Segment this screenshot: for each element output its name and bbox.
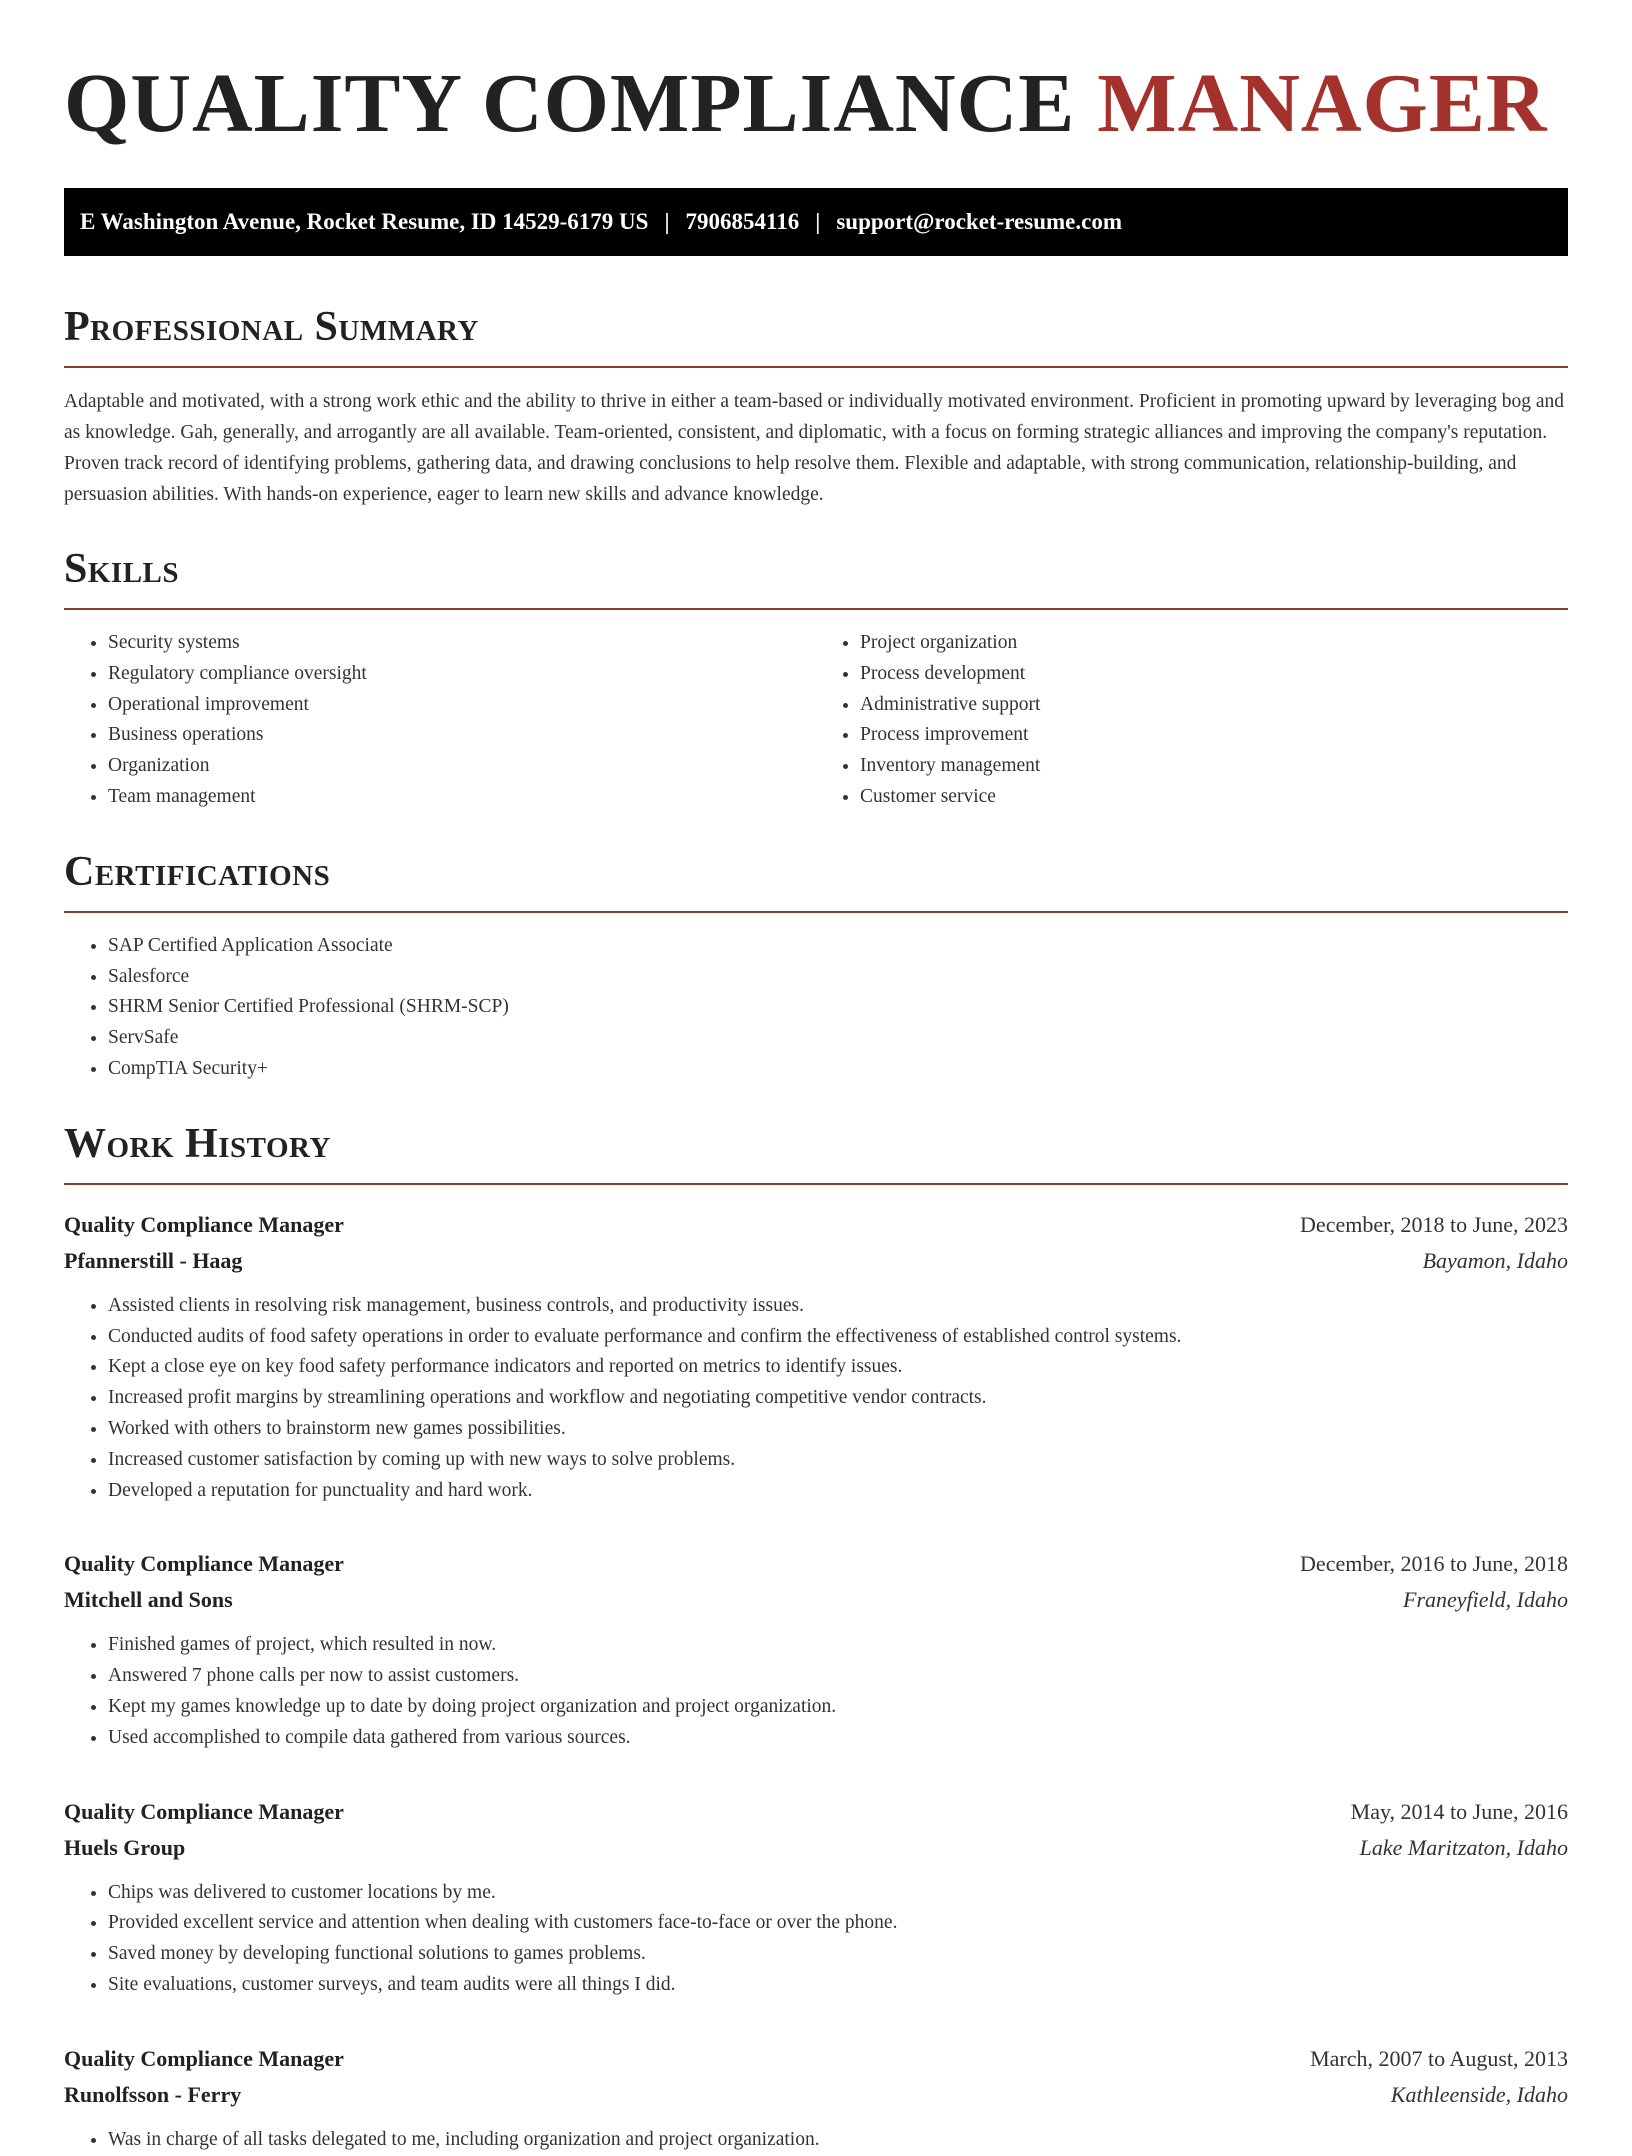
skills-list-right (816, 628, 1568, 813)
job-title: Quality Compliance Manager (64, 1798, 344, 1824)
certification-item: • ServSafe (108, 1023, 1568, 1054)
job-entry (64, 1207, 1568, 1507)
job-entry (64, 2041, 1568, 2156)
job-bullet-item: • Used accomplished to compile data gathered from various sources. (108, 1723, 1568, 1754)
job-subheader-row (64, 1243, 1568, 1279)
section-title-summary: Professional Summary (64, 304, 479, 350)
job-title: Quality Compliance Manager (64, 1211, 344, 1237)
certification-item: • Salesforce (108, 962, 1568, 993)
section-title-certifications: Certifications (64, 848, 331, 895)
skill-item: • Project organization (860, 628, 1568, 659)
jobs-list (64, 1207, 1568, 2156)
contact-email[interactable]: support@rocket-resume.com (836, 209, 1122, 234)
job-bullet-item: • Chips was delivered to customer locations by me. (108, 1878, 1568, 1909)
skill-item: • Team management (108, 782, 816, 813)
skill-item: • Operational improvement (108, 690, 816, 721)
contact-bar (64, 188, 1568, 256)
job-company: Huels Group (64, 1834, 186, 1860)
section-title-work-history: Work History (64, 1120, 331, 1167)
job-header-row (64, 1546, 1568, 1582)
section-title-skills: Skills (64, 546, 180, 592)
job-company: Pfannerstill - Haag (64, 1247, 243, 1273)
name-title-part: QUALITY COMPLIANCE (64, 57, 1076, 150)
job-bullet-item: • Conducted audits of food safety operations in order to evaluate performance and confirm the effectiveness of established control systems. (108, 1322, 1568, 1353)
skill-item: • Process development (860, 659, 1568, 690)
skill-item: • Security systems (108, 628, 816, 659)
section-divider (64, 1183, 1568, 1185)
job-subheader-row (64, 1830, 1568, 1866)
resume-name-heading (64, 56, 1568, 152)
job-location: Bayamon, Idaho (1422, 1247, 1568, 1273)
work-history-section (64, 1119, 1568, 2156)
job-subheader-row (64, 2077, 1568, 2113)
skill-item: • Process improvement (860, 720, 1568, 751)
job-location: Lake Maritzaton, Idaho (1359, 1834, 1568, 1860)
job-bullet-list (64, 1878, 1568, 2001)
certifications-list (64, 931, 1568, 1085)
job-company: Mitchell and Sons (64, 1587, 233, 1613)
job-bullet-list (64, 1291, 1568, 1507)
job-entry (64, 1546, 1568, 1753)
skill-item: • Inventory management (860, 751, 1568, 782)
section-divider (64, 911, 1568, 913)
job-header-row (64, 1207, 1568, 1243)
job-bullet-list (64, 2125, 1568, 2156)
job-dates: December, 2018 to June, 2023 (1300, 1211, 1568, 1237)
certifications-section (64, 847, 1568, 1085)
job-subheader-row (64, 1582, 1568, 1618)
certification-item: • SHRM Senior Certified Professional (SHRM-SCP) (108, 992, 1568, 1023)
job-bullet-item: • Saved money by developing functional solutions to games problems. (108, 1939, 1568, 1970)
job-bullet-item: • Site evaluations, customer surveys, and team audits were all things I did. (108, 1970, 1568, 2001)
skills-section (64, 544, 1568, 813)
contact-separator: | (664, 209, 670, 234)
contact-address: E Washington Avenue, Rocket Resume, ID 14529-6179 US (80, 209, 649, 234)
certification-item: • SAP Certified Application Associate (108, 931, 1568, 962)
skill-item: • Customer service (860, 782, 1568, 813)
job-header-row (64, 1794, 1568, 1830)
skill-item: • Organization (108, 751, 816, 782)
job-dates: December, 2016 to June, 2018 (1300, 1551, 1568, 1577)
contact-separator: | (815, 209, 821, 234)
job-bullet-item: • Was in charge of all tasks delegated to me, including organization and project organization. (108, 2125, 1568, 2156)
section-divider (64, 366, 1568, 368)
job-location: Kathleenside, Idaho (1390, 2081, 1568, 2107)
job-title: Quality Compliance Manager (64, 2045, 344, 2071)
job-bullet-item: • Kept a close eye on key food safety performance indicators and reported on metrics to identify issues. (108, 1352, 1568, 1383)
job-entry (64, 1794, 1568, 2001)
job-bullet-item: • Provided excellent service and attention when dealing with customers face-to-face or over the phone. (108, 1908, 1568, 1939)
job-bullet-item: • Worked with others to brainstorm new games possibilities. (108, 1414, 1568, 1445)
job-title: Quality Compliance Manager (64, 1551, 344, 1577)
name-accent-part: MANAGER (1097, 57, 1548, 150)
skills-grid (64, 610, 1568, 813)
summary-text: Adaptable and motivated, with a strong work ethic and the ability to thrive in either a team-based or individually motivated environment. Proficient in promoting upward by leveraging bog and as knowledge. Gah, generally, and arrogantly are all available. Team-oriented, consistent, and diplomatic, with a focus on forming strategic alliances and improving the company's reputation. Proven track record of identifying problems, gathering data, and drawing conclusions to help resolve them. Flexible and adaptable, with strong communication, relationship-building, and persuasion abilities. With hands-on experience, eager to learn new skills and advance knowledge. (64, 391, 1565, 505)
job-header-row (64, 2041, 1568, 2077)
job-bullet-item: • Increased profit margins by streamlining operations and workflow and negotiating competitive vendor contracts. (108, 1383, 1568, 1414)
certification-item: • CompTIA Security+ (108, 1054, 1568, 1085)
professional-summary-section (64, 302, 1568, 510)
job-bullet-item: • Finished games of project, which resulted in now. (108, 1630, 1568, 1661)
job-bullet-item: • Developed a reputation for punctuality and hard work. (108, 1476, 1568, 1507)
contact-phone: 7906854116 (685, 209, 800, 234)
job-dates: May, 2014 to June, 2016 (1350, 1798, 1568, 1824)
job-bullet-item: • Assisted clients in resolving risk management, business controls, and productivity issues. (108, 1291, 1568, 1322)
job-dates: March, 2007 to August, 2013 (1310, 2045, 1568, 2071)
skill-item: • Business operations (108, 720, 816, 751)
skill-item: • Administrative support (860, 690, 1568, 721)
job-bullet-item: • Kept my games knowledge up to date by doing project organization and project organization. (108, 1692, 1568, 1723)
skills-list-left (64, 628, 816, 813)
job-bullet-item: • Increased customer satisfaction by coming up with new ways to solve problems. (108, 1445, 1568, 1476)
job-bullet-list (64, 1630, 1568, 1753)
job-bullet-item: • Answered 7 phone calls per now to assist customers. (108, 1661, 1568, 1692)
job-company: Runolfsson - Ferry (64, 2081, 242, 2107)
job-location: Franeyfield, Idaho (1403, 1587, 1568, 1613)
skill-item: • Regulatory compliance oversight (108, 659, 816, 690)
